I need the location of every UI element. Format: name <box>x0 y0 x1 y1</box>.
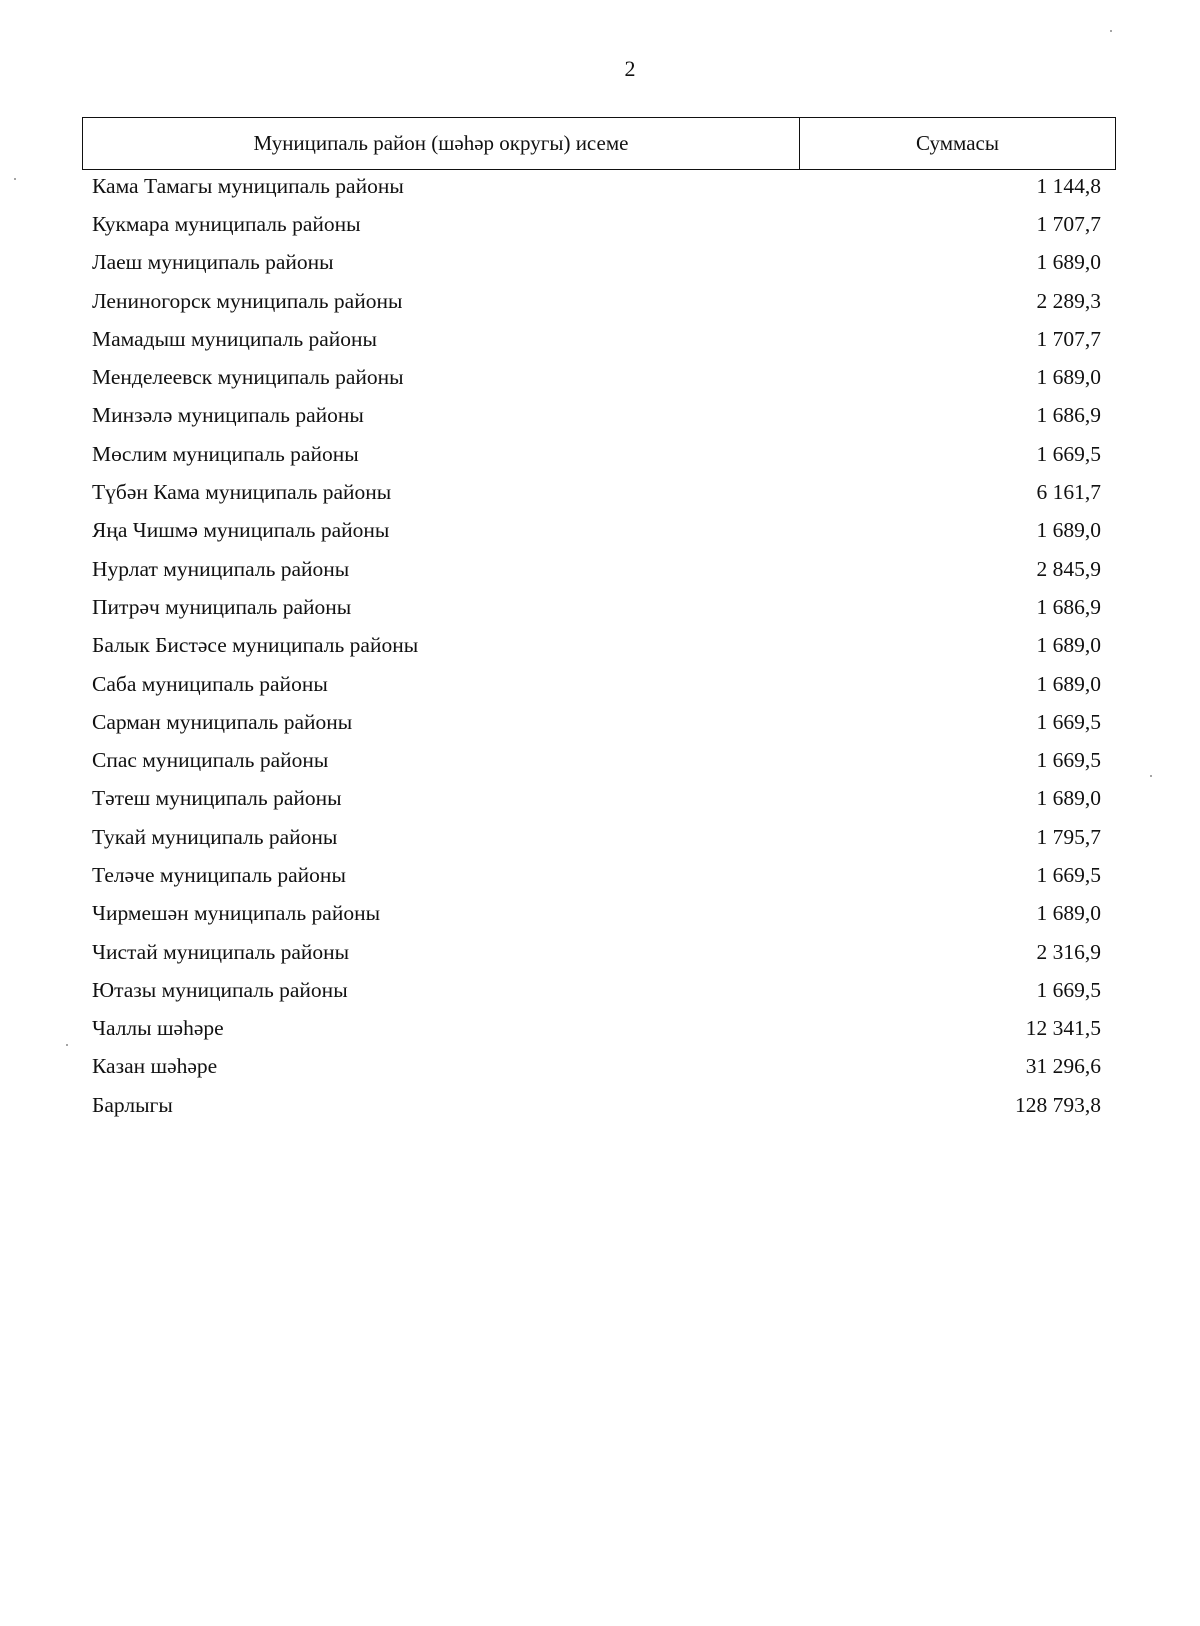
table-row <box>92 703 1101 741</box>
row-name: Ютазы муниципаль районы <box>92 977 348 1002</box>
row-name: Минзәлә муниципаль районы <box>92 403 364 428</box>
scan-speck <box>1110 30 1112 32</box>
row-name: Кукмара муниципаль районы <box>92 211 361 236</box>
row-value: 128 793,8 <box>1015 1092 1101 1117</box>
row-value: 12 341,5 <box>1025 1016 1101 1041</box>
table-row <box>92 933 1101 971</box>
column-header-sum: Суммасы <box>916 131 999 155</box>
row-value: 1 669,5 <box>1036 977 1101 1002</box>
row-value: 1 689,0 <box>1036 633 1101 658</box>
row-value: 1 669,5 <box>1036 748 1101 773</box>
row-value: 1 689,0 <box>1036 901 1101 926</box>
table-row <box>92 244 1101 282</box>
table-row <box>92 627 1101 665</box>
row-name: Нурлат муниципаль районы <box>92 556 350 581</box>
table-row <box>92 856 1101 894</box>
column-header-name: Муниципаль район (шәһәр округы) исеме <box>83 118 800 169</box>
row-value: 6 161,7 <box>1036 480 1101 505</box>
table-row <box>92 1048 1101 1086</box>
table-row <box>92 282 1101 320</box>
row-name: Чаллы шәһәре <box>92 1016 224 1041</box>
row-value: 31 296,6 <box>1025 1054 1101 1079</box>
row-value: 1 689,0 <box>1036 786 1101 811</box>
row-name: Теләче муниципаль районы <box>92 862 346 887</box>
table-row <box>92 1010 1101 1048</box>
row-value: 1 795,7 <box>1036 824 1101 849</box>
row-name: Лаеш муниципаль районы <box>92 250 334 275</box>
row-value: 1 144,8 <box>1036 173 1101 198</box>
row-value: 1 689,0 <box>1036 365 1101 390</box>
row-value: 1 689,0 <box>1036 250 1101 275</box>
row-name: Мөслим муниципаль районы <box>92 441 359 466</box>
row-value: 1 707,7 <box>1036 326 1101 351</box>
scan-speck <box>1150 775 1152 777</box>
row-name: Менделеевск муниципаль районы <box>92 365 404 390</box>
table-row <box>92 818 1101 856</box>
table-row <box>92 780 1101 818</box>
row-name: Кама Тамагы муниципаль районы <box>92 173 404 198</box>
table-row <box>92 741 1101 779</box>
table-row <box>92 358 1101 396</box>
row-value: 1 669,5 <box>1036 441 1101 466</box>
table-row <box>92 895 1101 933</box>
row-name: Барлыгы <box>92 1092 173 1117</box>
row-name: Чирмешән муниципаль районы <box>92 901 381 926</box>
table-row <box>92 320 1101 358</box>
row-value: 2 289,3 <box>1036 288 1101 313</box>
table-row <box>92 397 1101 435</box>
table-row <box>92 512 1101 550</box>
row-name: Тукай муниципаль районы <box>92 824 338 849</box>
scan-speck <box>66 1044 68 1046</box>
table-header <box>82 117 1116 170</box>
row-value: 1 686,9 <box>1036 403 1101 428</box>
row-value: 2 316,9 <box>1036 939 1101 964</box>
row-name: Спас муниципаль районы <box>92 748 329 773</box>
page-number: 2 <box>624 56 636 81</box>
table-row <box>92 971 1101 1009</box>
row-name: Лениногорск муниципаль районы <box>92 288 403 313</box>
table-row <box>92 473 1101 511</box>
table-row <box>92 205 1101 243</box>
row-value: 1 707,7 <box>1036 211 1101 236</box>
row-value: 1 669,5 <box>1036 862 1101 887</box>
row-value: 1 669,5 <box>1036 709 1101 734</box>
row-name: Питрәч муниципаль районы <box>92 594 352 619</box>
table-row <box>92 588 1101 626</box>
table-row <box>92 550 1101 588</box>
row-name: Тәтеш муниципаль районы <box>92 786 342 811</box>
table-row <box>92 1086 1101 1124</box>
scan-speck <box>14 178 16 180</box>
table-row <box>92 167 1101 205</box>
row-value: 1 689,0 <box>1036 671 1101 696</box>
row-name: Саба муниципаль районы <box>92 671 328 696</box>
row-name: Сарман муниципаль районы <box>92 709 353 734</box>
row-name: Мамадыш муниципаль районы <box>92 326 378 351</box>
row-name: Казан шәһәре <box>92 1054 218 1079</box>
table-row <box>92 665 1101 703</box>
row-name: Яңа Чишмә муниципаль районы <box>92 518 390 543</box>
table-body <box>92 167 1101 1124</box>
row-value: 2 845,9 <box>1036 556 1101 581</box>
row-name: Чистай муниципаль районы <box>92 939 350 964</box>
row-name: Түбән Кама муниципаль районы <box>92 480 392 505</box>
row-value: 1 689,0 <box>1036 518 1101 543</box>
row-value: 1 686,9 <box>1036 594 1101 619</box>
table-row <box>92 435 1101 473</box>
row-name: Балык Бистәсе муниципаль районы <box>92 633 419 658</box>
